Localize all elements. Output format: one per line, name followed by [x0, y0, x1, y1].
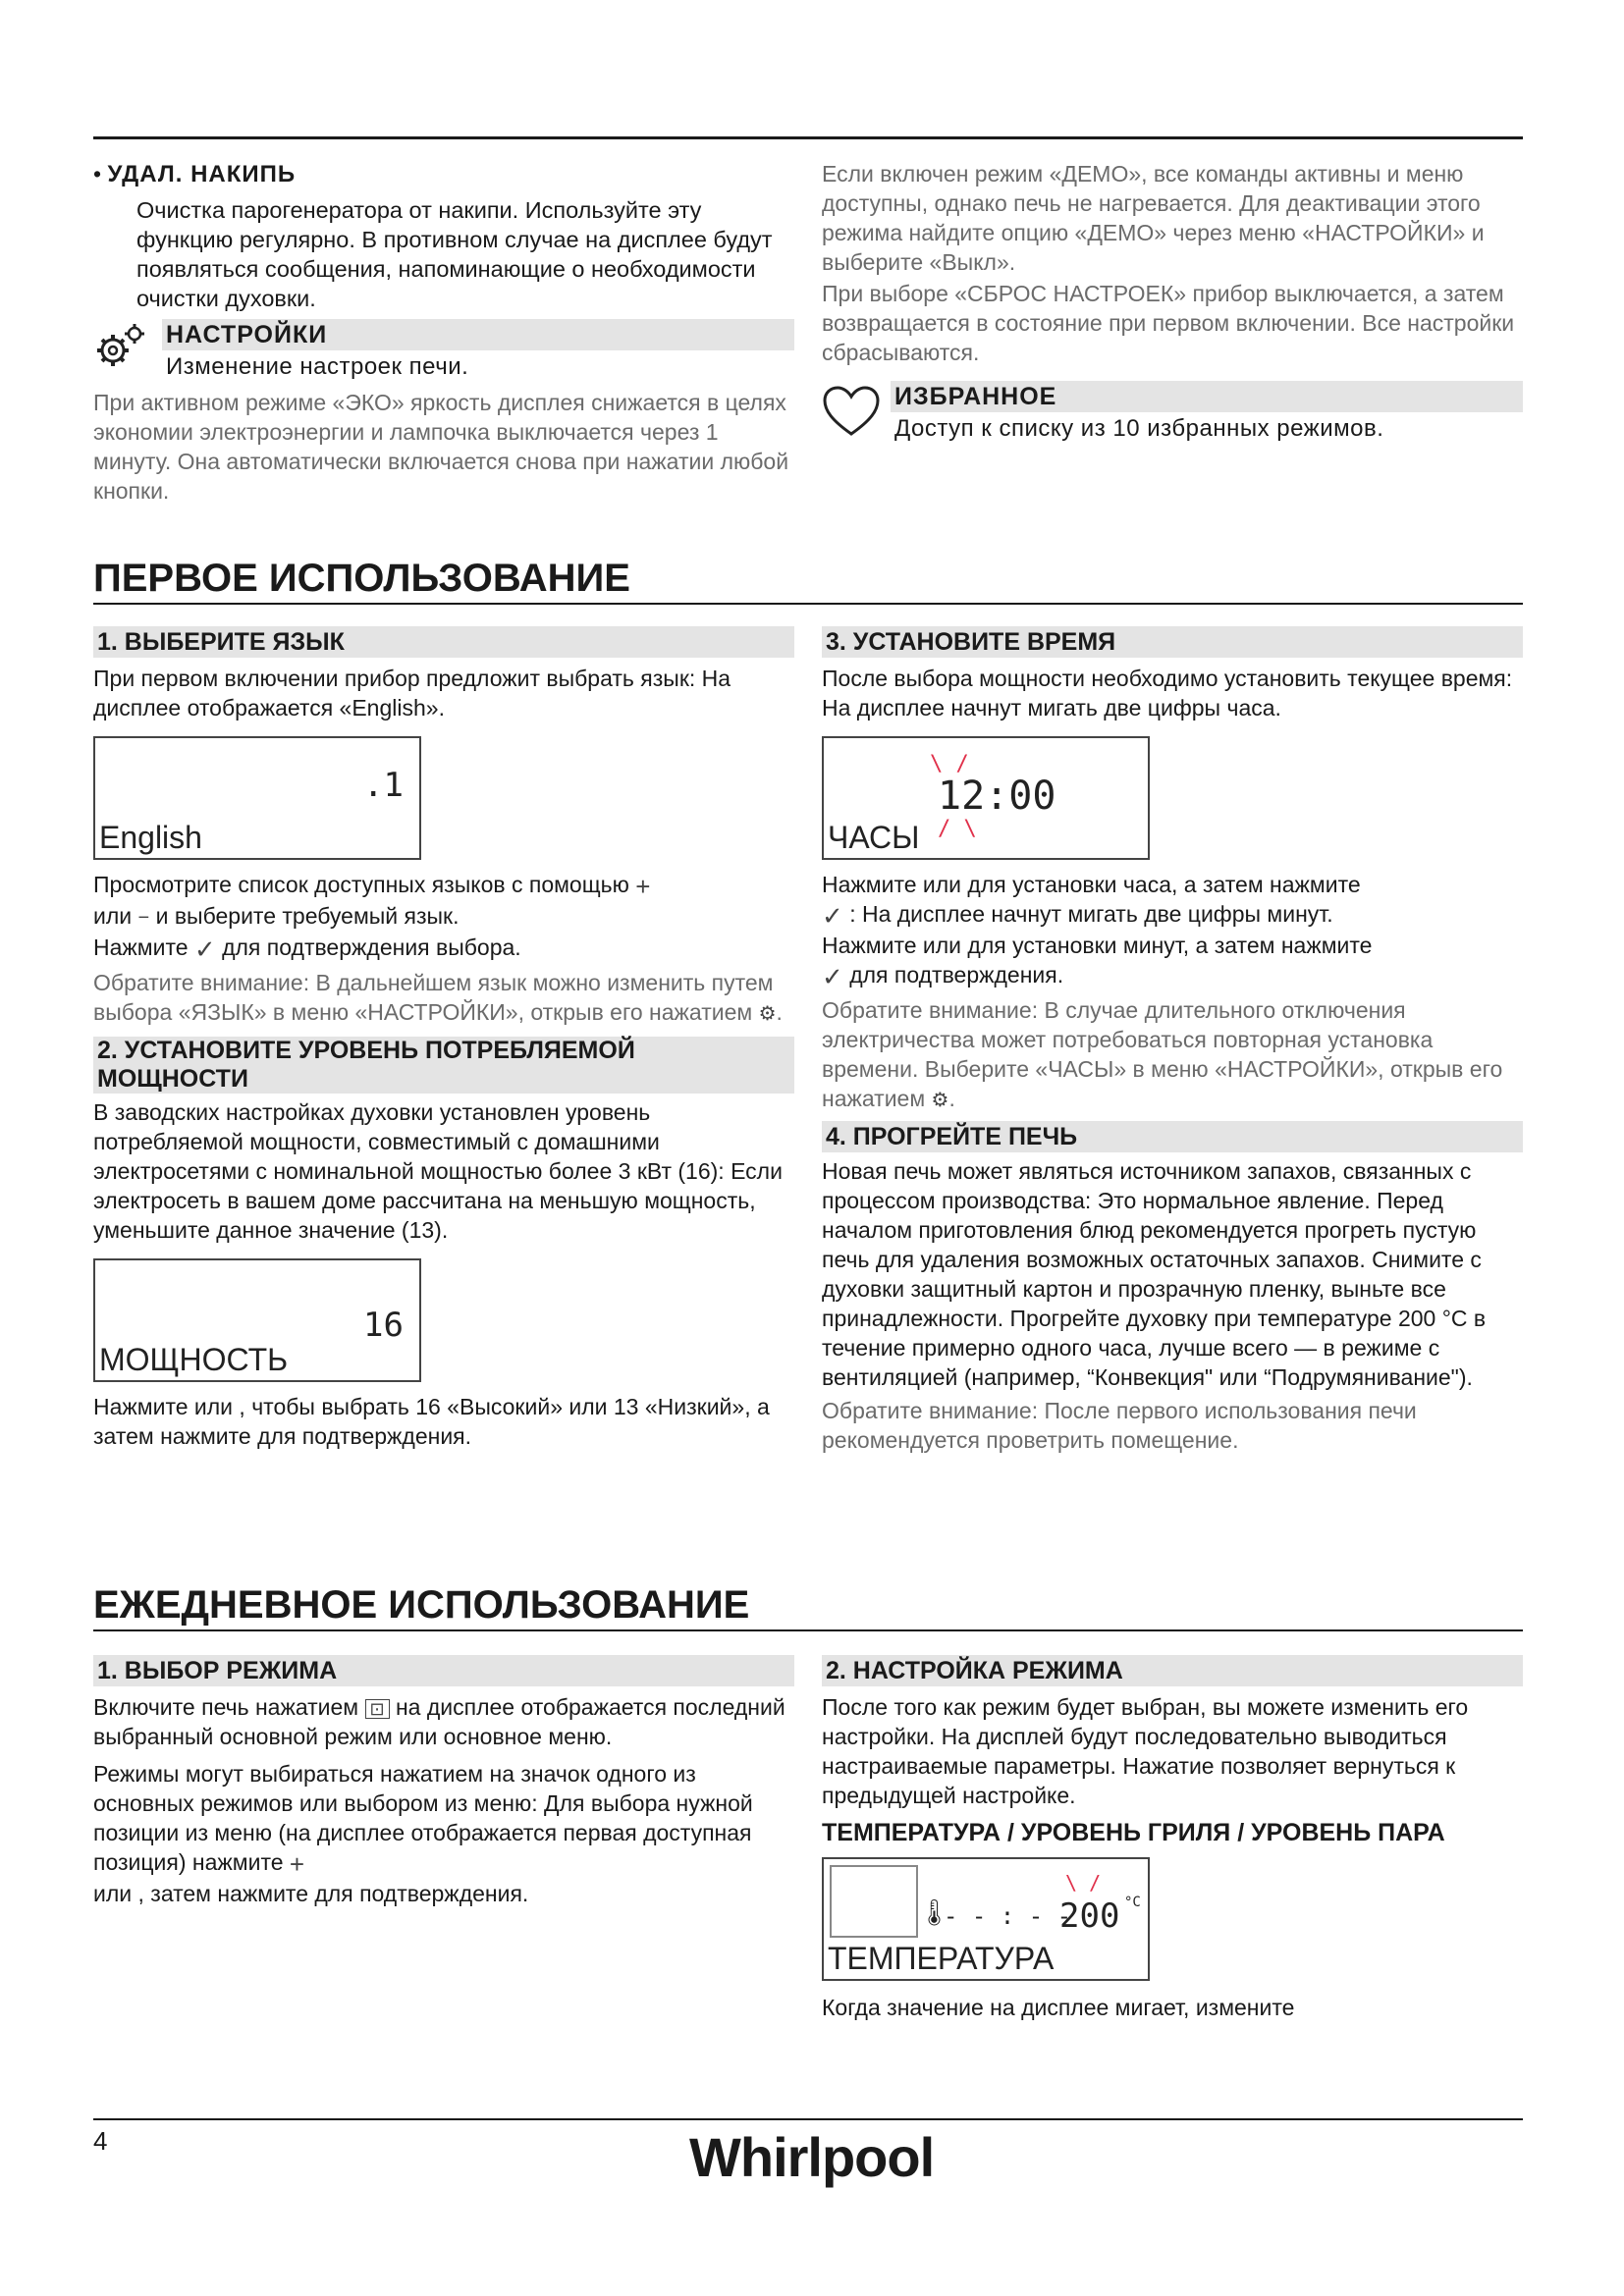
descale-title: УДАЛ. НАКИПЬ: [107, 161, 297, 187]
favourites-block: [822, 381, 1523, 446]
descale-block: [93, 159, 794, 189]
setup-mode-text: После того как режим будет выбран, вы можете изменить его настройки. На дисплей будут последовательно выводиться настраиваемые параметры. Нажатие позволяет вернуться к предыдущей настройке.: [822, 1694, 1469, 1808]
descale-text: Очистка парогенератора от накипи. Используйте эту функцию регулярно. В противном случае на дисплее будут появляться сообщения, напоминающие о необходимости очистки духовки.: [136, 197, 773, 311]
reset-text: При выборе «СБРОС НАСТРОЕК» прибор выключается, а затем возвращается в состояние при первом включении. Все настройки сбрасываются.: [822, 281, 1515, 365]
time-heading: 3. УСТАНОВИТЕ ВРЕМЯ: [822, 626, 1523, 658]
language-text: При первом включении прибор предложит выбрать язык: На дисплее отображается «English».: [93, 666, 731, 721]
language-display: [93, 736, 421, 860]
power-display-label: МОЩНОСТЬ: [99, 1341, 289, 1377]
time-instr-1: Нажмите или для установки часа, а затем нажмите: [822, 872, 1361, 897]
check-icon: ✓: [193, 934, 216, 964]
select-text-1a: Включите печь нажатием: [93, 1694, 359, 1720]
select-text-2: Режимы могут выбираться нажатием на значок одного из основных режимов или выбором из меню: Для выбора нужной позиции из меню (на дисплее отображается первая доступная позиция) нажмите: [93, 1761, 753, 1875]
language-confirm: [93, 933, 794, 964]
check-icon: ✓: [822, 961, 843, 991]
browse-text-c: и выберите требуемый язык.: [155, 902, 460, 929]
select-mode-heading: 1. ВЫБОР РЕЖИМА: [93, 1655, 794, 1686]
time-note-end: .: [948, 1085, 955, 1111]
temperature-subheading: ТЕМПЕРАТУРА / УРОВЕНЬ ГРИЛЯ / УРОВЕНЬ ПАРА: [822, 1819, 1445, 1846]
preheat-heading: 4. ПРОГРЕЙТЕ ПЕЧЬ: [822, 1121, 1523, 1152]
page-number: 4: [93, 2126, 108, 2156]
settings-gear-icon: ⚙: [931, 1089, 949, 1111]
plus-icon: +: [289, 1848, 305, 1879]
language-display-value: .1: [363, 766, 404, 805]
power-display-value: 16: [363, 1305, 404, 1345]
press-text-b: для подтверждения выбора.: [222, 934, 521, 960]
favourites-subtitle: Доступ к списку из 10 избранных режимов.: [894, 415, 1384, 442]
temperature-display-label: ТЕМПЕРАТУРА: [828, 1941, 1055, 1976]
top-left-column: [93, 159, 794, 506]
check-icon: ✓: [822, 900, 843, 931]
language-note: [93, 968, 794, 1029]
demo-text: Если включен режим «ДЕМО», все команды активны и меню доступны, однако печь не нагревается. Для деактивации этого режима найдите опцию «ДЕМО» через меню «НАСТРОЙКИ» и выберите «Выкл».: [822, 161, 1485, 275]
temperature-display-value: 200: [1059, 1896, 1120, 1936]
daily-use-right: [822, 1655, 1523, 2022]
temperature-display: [822, 1857, 1150, 1981]
time-instr-2: [822, 899, 1523, 931]
blink-mark-left: \ /: [930, 752, 969, 776]
temperature-tail: Когда значение на дисплее мигает, измените: [822, 1995, 1295, 2020]
setup-mode-heading: 2. НАСТРОЙКА РЕЖИМА: [822, 1655, 1523, 1686]
footer-rule: [93, 2118, 1523, 2120]
daily-use-rule: [93, 1629, 1523, 1631]
top-rule: [93, 136, 1523, 139]
language-heading: 1. ВЫБЕРИТЕ ЯЗЫК: [93, 626, 794, 658]
settings-block: [93, 319, 794, 380]
power-text: В заводских настройках духовки установлен уровень потребляемой мощности, совместимый с домашними электросетями с номинальной мощностью более 3 кВт (16): Если электросеть в вашем доме рассчитана на меньшую мощность, уменьшите данное значение (13).: [93, 1098, 783, 1243]
time-instr-3: Нажмите или для установки минут, а затем нажмите: [822, 932, 1373, 958]
heart-icon: [822, 385, 881, 438]
favourites-title: ИЗБРАННОЕ: [891, 381, 1523, 412]
minus-icon: −: [137, 906, 150, 929]
first-use-title: ПЕРВОЕ ИСПОЛЬЗОВАНИЕ: [93, 557, 630, 600]
preheat-text: Новая печь может являться источником запахов, связанных с процессом производства: Это нормальное явление. Перед началом приготовления блюд рекомендуется прогреть пустую печь для удаления возможных остаточных запахов. Снимите с духовки защитный картон и прозрачную пленку, выньте все принадлежности. Прогрейте духовку при температуре 200 °C в течение примерно одного часа, лучше всего — в режиме с вентиляцией (например, “Конвекция" или “Подрумянивание").: [822, 1157, 1487, 1390]
language-browse: [93, 870, 794, 933]
preheat-note: Обратите внимание: После первого использования печи рекомендуется проветрить помещение.: [822, 1397, 1417, 1453]
blink-mark-bottom: / \: [938, 817, 977, 841]
settings-title: НАСТРОЙКИ: [162, 319, 794, 350]
daily-use-title: ЕЖЕДНЕВНОЕ ИСПОЛЬЗОВАНИЕ: [93, 1583, 750, 1627]
eco-note: При активном режиме «ЭКО» яркость дисплея снижается в целях экономии электроэнергии и лампочка выключается через 1 минуту. Она автоматически включается снова при нажатии любой кнопки.: [93, 390, 789, 504]
first-use-rule: [93, 603, 1523, 605]
daily-use-left: [93, 1655, 794, 1908]
browse-text-a: Просмотрите список доступных языков с помощью: [93, 872, 629, 897]
bullet: •: [93, 161, 102, 187]
temperature-display-unit: °C: [1124, 1895, 1141, 1910]
select-mode-text-2: [93, 1759, 794, 1879]
time-note: [822, 995, 1523, 1115]
mode-icon-box: [830, 1865, 918, 1938]
language-note-text: Обратите внимание: В дальнейшем язык можно изменить путем выбора «ЯЗЫК» в меню «НАСТРОЙКИ», открыв его нажатием: [93, 969, 774, 1025]
browse-text-b: или: [93, 902, 133, 929]
time-instr-2-text: : На дисплее начнут мигать две цифры минут.: [849, 901, 1333, 927]
time-display-label: ЧАСЫ: [828, 820, 920, 855]
first-use-left: [93, 626, 794, 1451]
plus-icon: +: [635, 871, 651, 901]
thermometer-icon: 🌡︎: [918, 1898, 951, 1928]
time-instr-4: [822, 960, 1523, 991]
time-display: [822, 736, 1150, 860]
first-use-right: [822, 626, 1523, 1455]
press-text: Нажмите: [93, 934, 189, 960]
blink-mark-temp: \ /: [1065, 1871, 1102, 1895]
brand-logo: Whirlpool: [689, 2126, 935, 2188]
temperature-display-time: - - : - -: [944, 1902, 1072, 1930]
time-instr-4-text: для подтверждения.: [849, 961, 1064, 988]
power-display: [93, 1258, 421, 1382]
settings-gear-icon: ⚙: [758, 1002, 777, 1025]
time-note-text: Обратите внимание: В случае длительного отключения электричества может потребоваться повторная установка времени. Выберите «ЧАСЫ» в меню «НАСТРОЙКИ», открыв его нажатием: [822, 996, 1503, 1111]
time-text: После выбора мощности необходимо установить текущее время: На дисплее начнут мигать две цифры часа.: [822, 666, 1513, 721]
power-heading: 2. УСТАНОВИТЕ УРОВЕНЬ ПОТРЕБЛЯЕМОЙ МОЩНОСТИ: [93, 1037, 794, 1094]
select-mode-text-1: [93, 1692, 794, 1751]
time-display-value: 12:00: [938, 774, 1056, 819]
power-button-icon: ⊡: [365, 1699, 390, 1719]
language-display-label: English: [99, 820, 202, 855]
gear-icon: [93, 321, 148, 372]
select-text-1b: на дисплее отображается последний выбранный основной режим или основное меню.: [93, 1694, 785, 1749]
top-right-column: [822, 159, 1523, 446]
language-note-end: .: [776, 998, 783, 1025]
settings-subtitle: Изменение настроек печи.: [166, 353, 469, 380]
select-mode-text-3: или , затем нажмите для подтверждения.: [93, 1880, 529, 1906]
power-instructions: Нажмите или , чтобы выбрать 16 «Высокий» или 13 «Низкий», а затем нажмите для подтверждения.: [93, 1393, 770, 1449]
